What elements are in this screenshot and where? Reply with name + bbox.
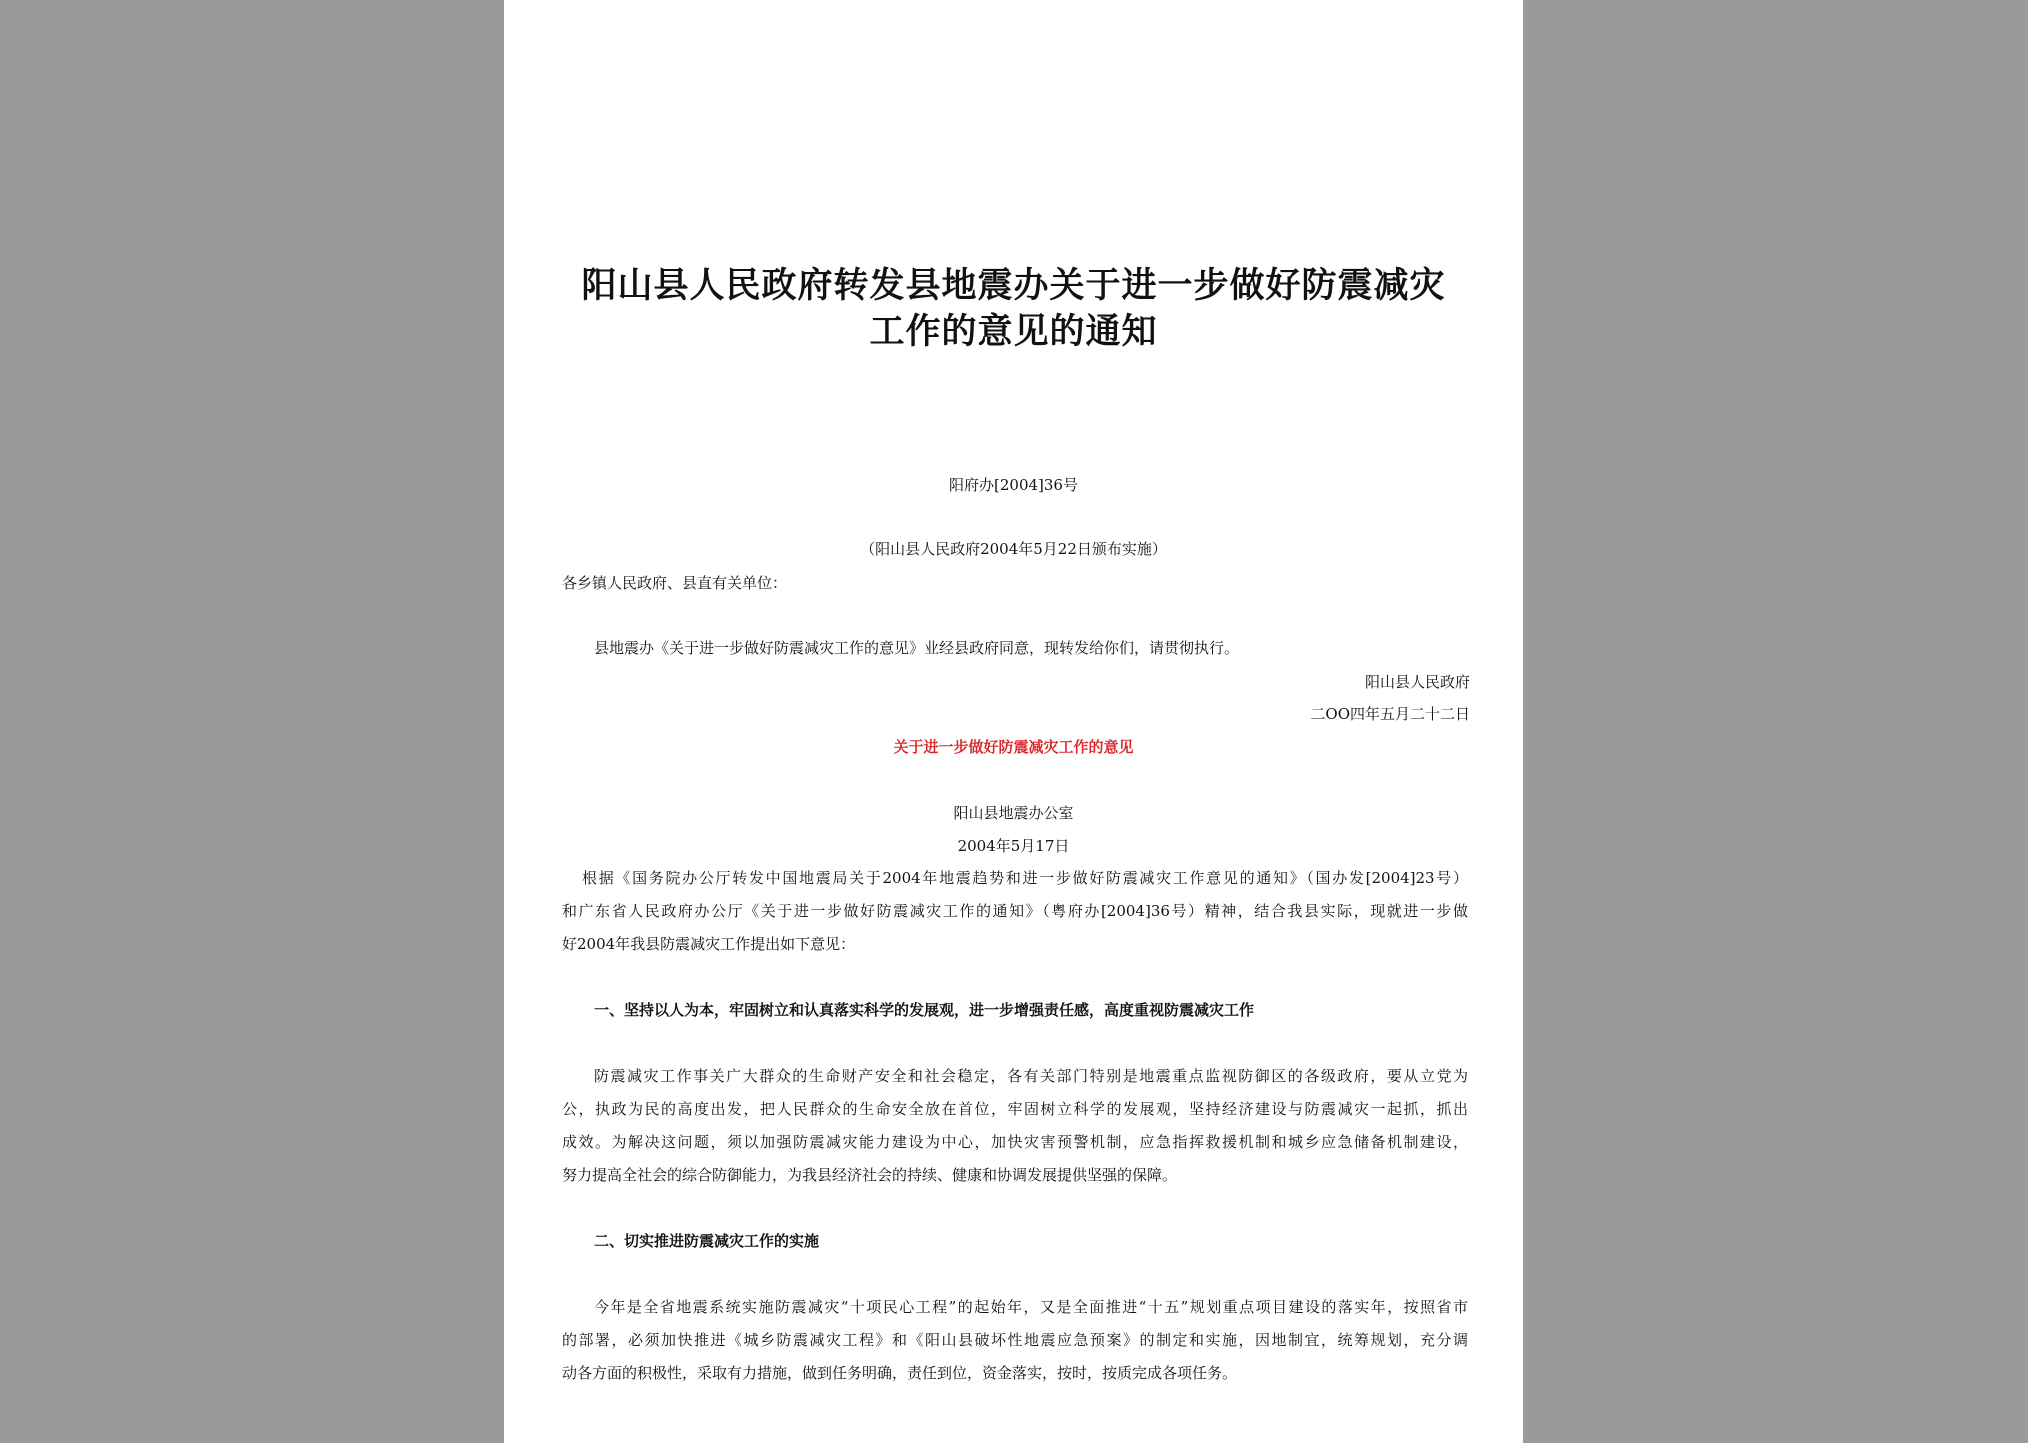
opinion-title: 关于进一步做好防震减灾工作的意见 — [893, 738, 1134, 756]
signature-org: 阳山县人民政府 — [1364, 673, 1470, 691]
intro-line: 和广东省人民政府办公厅《关于进一步做好防震减灾工作的通知》（粤府办[2004]36号）精神，结合我县实际，现就进一步做 — [562, 902, 1468, 920]
opinion-author: 阳山县地震办公室 — [953, 804, 1074, 822]
document-page — [504, 0, 1523, 1443]
section-1-heading: 一、坚持以人为本，牢固树立和认真落实科学的发展观，进一步增强责任感，高度重视防震减灾工作 — [594, 1001, 1255, 1019]
section-1-line: 努力提高全社会的综合防御能力，为我县经济社会的持续、健康和协调发展提供坚强的保障。 — [562, 1166, 1178, 1184]
section-1-line: 成效。为解决这问题，须以加强防震减灾能力建设为中心，加快灾害预警机制，应急指挥救援机制和城乡应急储备机制建设， — [562, 1133, 1468, 1151]
section-2-line: 今年是全省地震系统实施防震减灾“十项民心工程”的起始年，又是全面推进“十五”规划重点项目建设的落实年，按照省市 — [594, 1298, 1468, 1316]
intro-line: 根据《国务院办公厅转发中国地震局关于2004年地震趋势和进一步做好防震减灾工作意见的通知》（国办发[2004]23号） — [582, 869, 1468, 887]
section-2-line: 的部署，必须加快推进《城乡防震减灾工程》和《阳山县破坏性地震应急预案》的制定和实施，因地制宜，统筹规划，充分调 — [562, 1331, 1468, 1349]
signature-date: 二OO四年五月二十二日 — [1310, 705, 1470, 723]
section-2-heading: 二、切实推进防震减灾工作的实施 — [594, 1232, 820, 1250]
document-title-line-2: 工作的意见的通知 — [869, 311, 1158, 352]
issue-note: （阳山县人民政府2004年5月22日颁布实施） — [860, 540, 1167, 558]
section-1-line: 公，执政为民的高度出发，把人民群众的生命安全放在首位，牢固树立科学的发展观，坚持经济建设与防震减灾一起抓，抓出 — [562, 1100, 1468, 1118]
document-title-line-1: 阳山县人民政府转发县地震办关于进一步做好防震减灾 — [581, 265, 1446, 306]
forward-paragraph: 县地震办《关于进一步做好防震减灾工作的意见》业经县政府同意，现转发给你们，请贯彻执行。 — [594, 639, 1240, 657]
intro-line: 好2004年我县防震减灾工作提出如下意见： — [562, 935, 856, 953]
section-2-line: 动各方面的积极性，采取有力措施，做到任务明确，责任到位，资金落实，按时，按质完成各项任务。 — [562, 1364, 1238, 1382]
document-number: 阳府办[2004]36号 — [949, 476, 1078, 494]
addressee: 各乡镇人民政府、县直有关单位： — [562, 574, 788, 592]
section-1-line: 防震减灾工作事关广大群众的生命财产安全和社会稳定，各有关部门特别是地震重点监视防御区的各级政府，要从立党为 — [594, 1067, 1468, 1085]
opinion-date: 2004年5月17日 — [957, 837, 1070, 855]
